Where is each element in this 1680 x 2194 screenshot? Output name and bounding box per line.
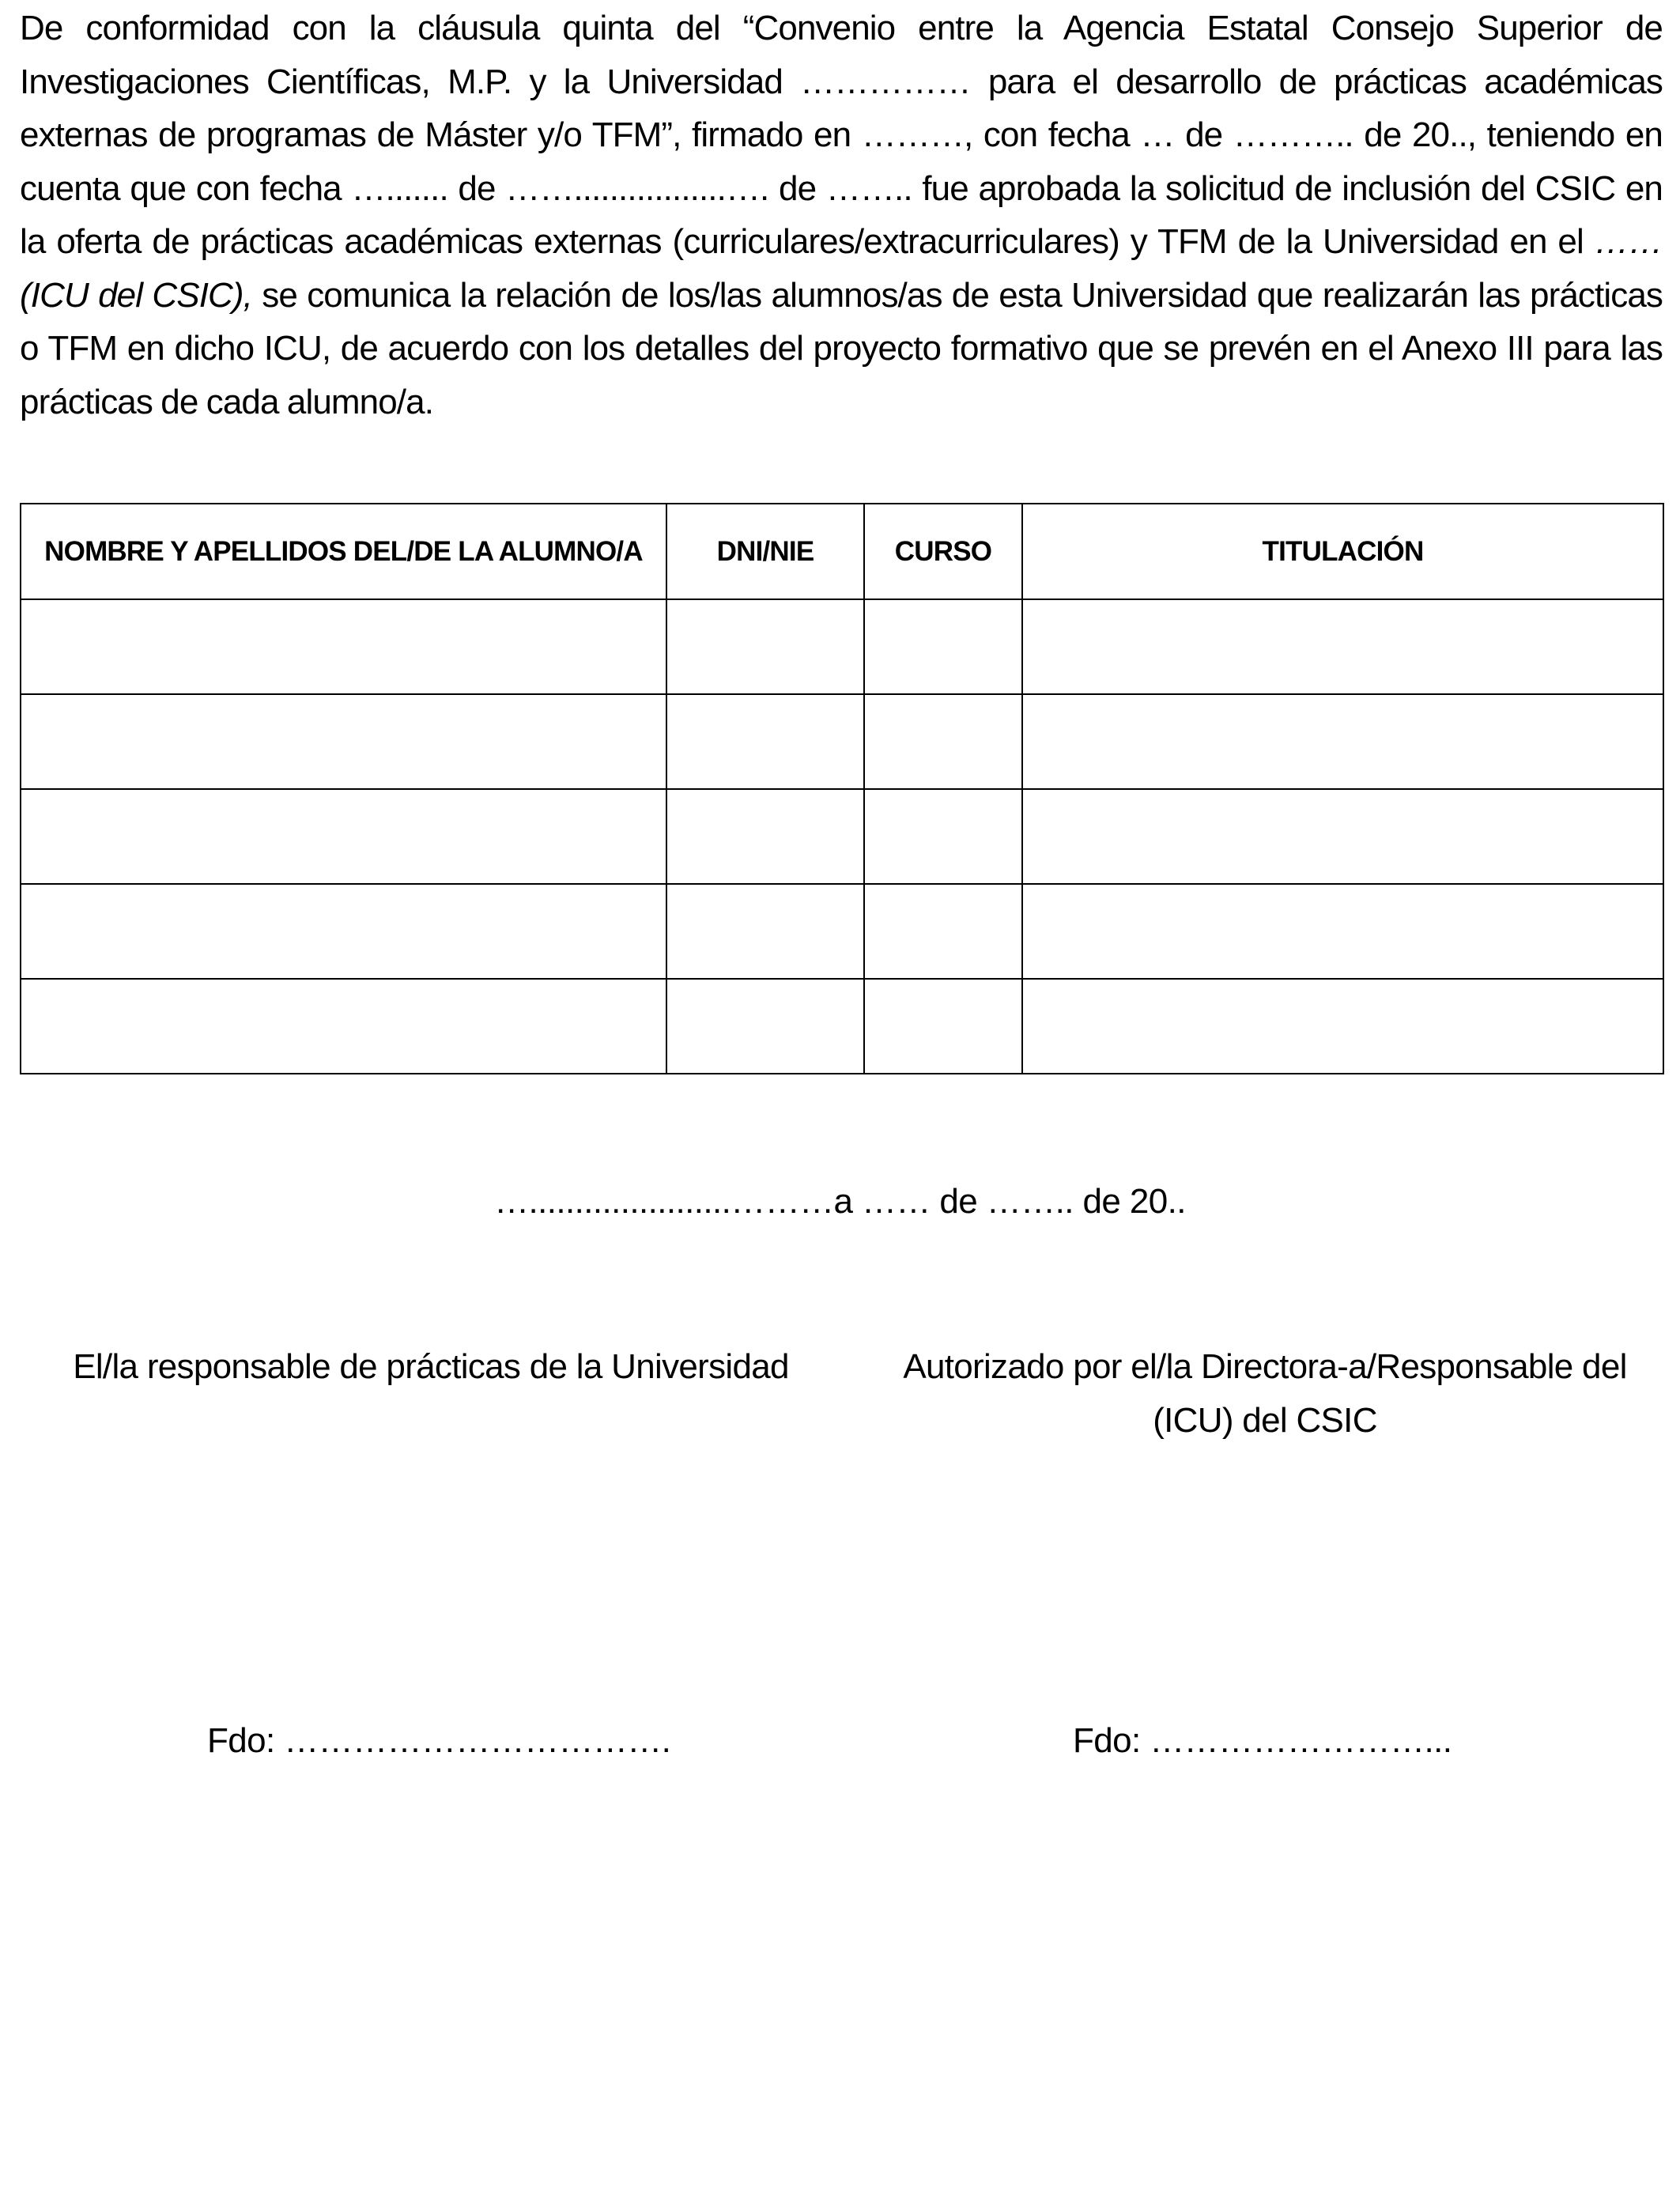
cell-curso[interactable] (864, 599, 1022, 694)
cell-curso[interactable] (864, 694, 1022, 789)
table-row (21, 694, 1663, 789)
cell-curso[interactable] (864, 884, 1022, 979)
cell-dni[interactable] (666, 884, 864, 979)
header-nombre: NOMBRE Y APELLIDOS DEL/DE LA ALUMNO/A (21, 504, 666, 599)
cell-nombre[interactable] (21, 884, 666, 979)
table-row (21, 789, 1663, 884)
header-titulacion: TITULACIÓN (1022, 504, 1663, 599)
cell-titulacion[interactable] (1022, 599, 1663, 694)
signature-field-university[interactable]: Fdo: ……………………………. (207, 1721, 671, 1760)
cell-titulacion[interactable] (1022, 884, 1663, 979)
intro-text: De conformidad con la cláusula quinta del “Convenio entre la Agencia Estatal Consejo Superior de Investigaciones Científicas, M.P. y la Universidad …………… para el desarrollo de prácticas académicas externas de programas de Máster y/o TFM”, firmado en ………, con fecha … de ……….. de 20.., teniendo en cuenta que con fecha …....... de …….................…. de …….. fue aprobada la solicitud de inclusión del CSIC en la oferta de prácticas académicas externas (curriculares/extracurriculares) y TFM de la Universidad en el (20, 9, 1663, 261)
cell-dni[interactable] (666, 979, 864, 1074)
table-row (21, 979, 1663, 1074)
intro-paragraph (20, 2, 1663, 429)
cell-nombre[interactable] (21, 979, 666, 1074)
students-table (20, 503, 1664, 1074)
cell-curso[interactable] (864, 789, 1022, 884)
signature-field-csic[interactable]: Fdo: ……………………... (1073, 1721, 1452, 1760)
intro-text-continued: se comunica la relación de los/las alumnos/as de esta Universidad que realizarán las prácticas o TFM en dicho ICU, de acuerdo con los detalles del proyecto formativo que se prevén en el Anexo III para las prácticas de cada alumno/a. (20, 275, 1663, 421)
university-signer-label: El/la responsable de prácticas de la Universidad (73, 1347, 789, 1386)
cell-nombre[interactable] (21, 789, 666, 884)
cell-titulacion[interactable] (1022, 694, 1663, 789)
cell-curso[interactable] (864, 979, 1022, 1074)
cell-dni[interactable] (666, 599, 864, 694)
cell-dni[interactable] (666, 789, 864, 884)
header-dni: DNI/NIE (666, 504, 864, 599)
cell-nombre[interactable] (21, 599, 666, 694)
header-curso: CURSO (864, 504, 1022, 599)
csic-signer-label-line2: (ICU) del CSIC (1153, 1401, 1377, 1440)
cell-nombre[interactable] (21, 694, 666, 789)
cell-dni[interactable] (666, 694, 864, 789)
table-header-row (21, 504, 1663, 599)
place-date-line: …......................………a …… de …….. de 20.. (494, 1182, 1186, 1221)
table-row (21, 599, 1663, 694)
cell-titulacion[interactable] (1022, 979, 1663, 1074)
signature-label-csic (866, 1340, 1664, 1448)
signature-label-university (20, 1340, 842, 1394)
intro-italic-icu: …… (ICU del CSIC), (20, 222, 1663, 315)
csic-signer-label-line1: Autorizado por el/la Directora-a/Responsable del (903, 1347, 1627, 1386)
cell-titulacion[interactable] (1022, 789, 1663, 884)
table-row (21, 884, 1663, 979)
